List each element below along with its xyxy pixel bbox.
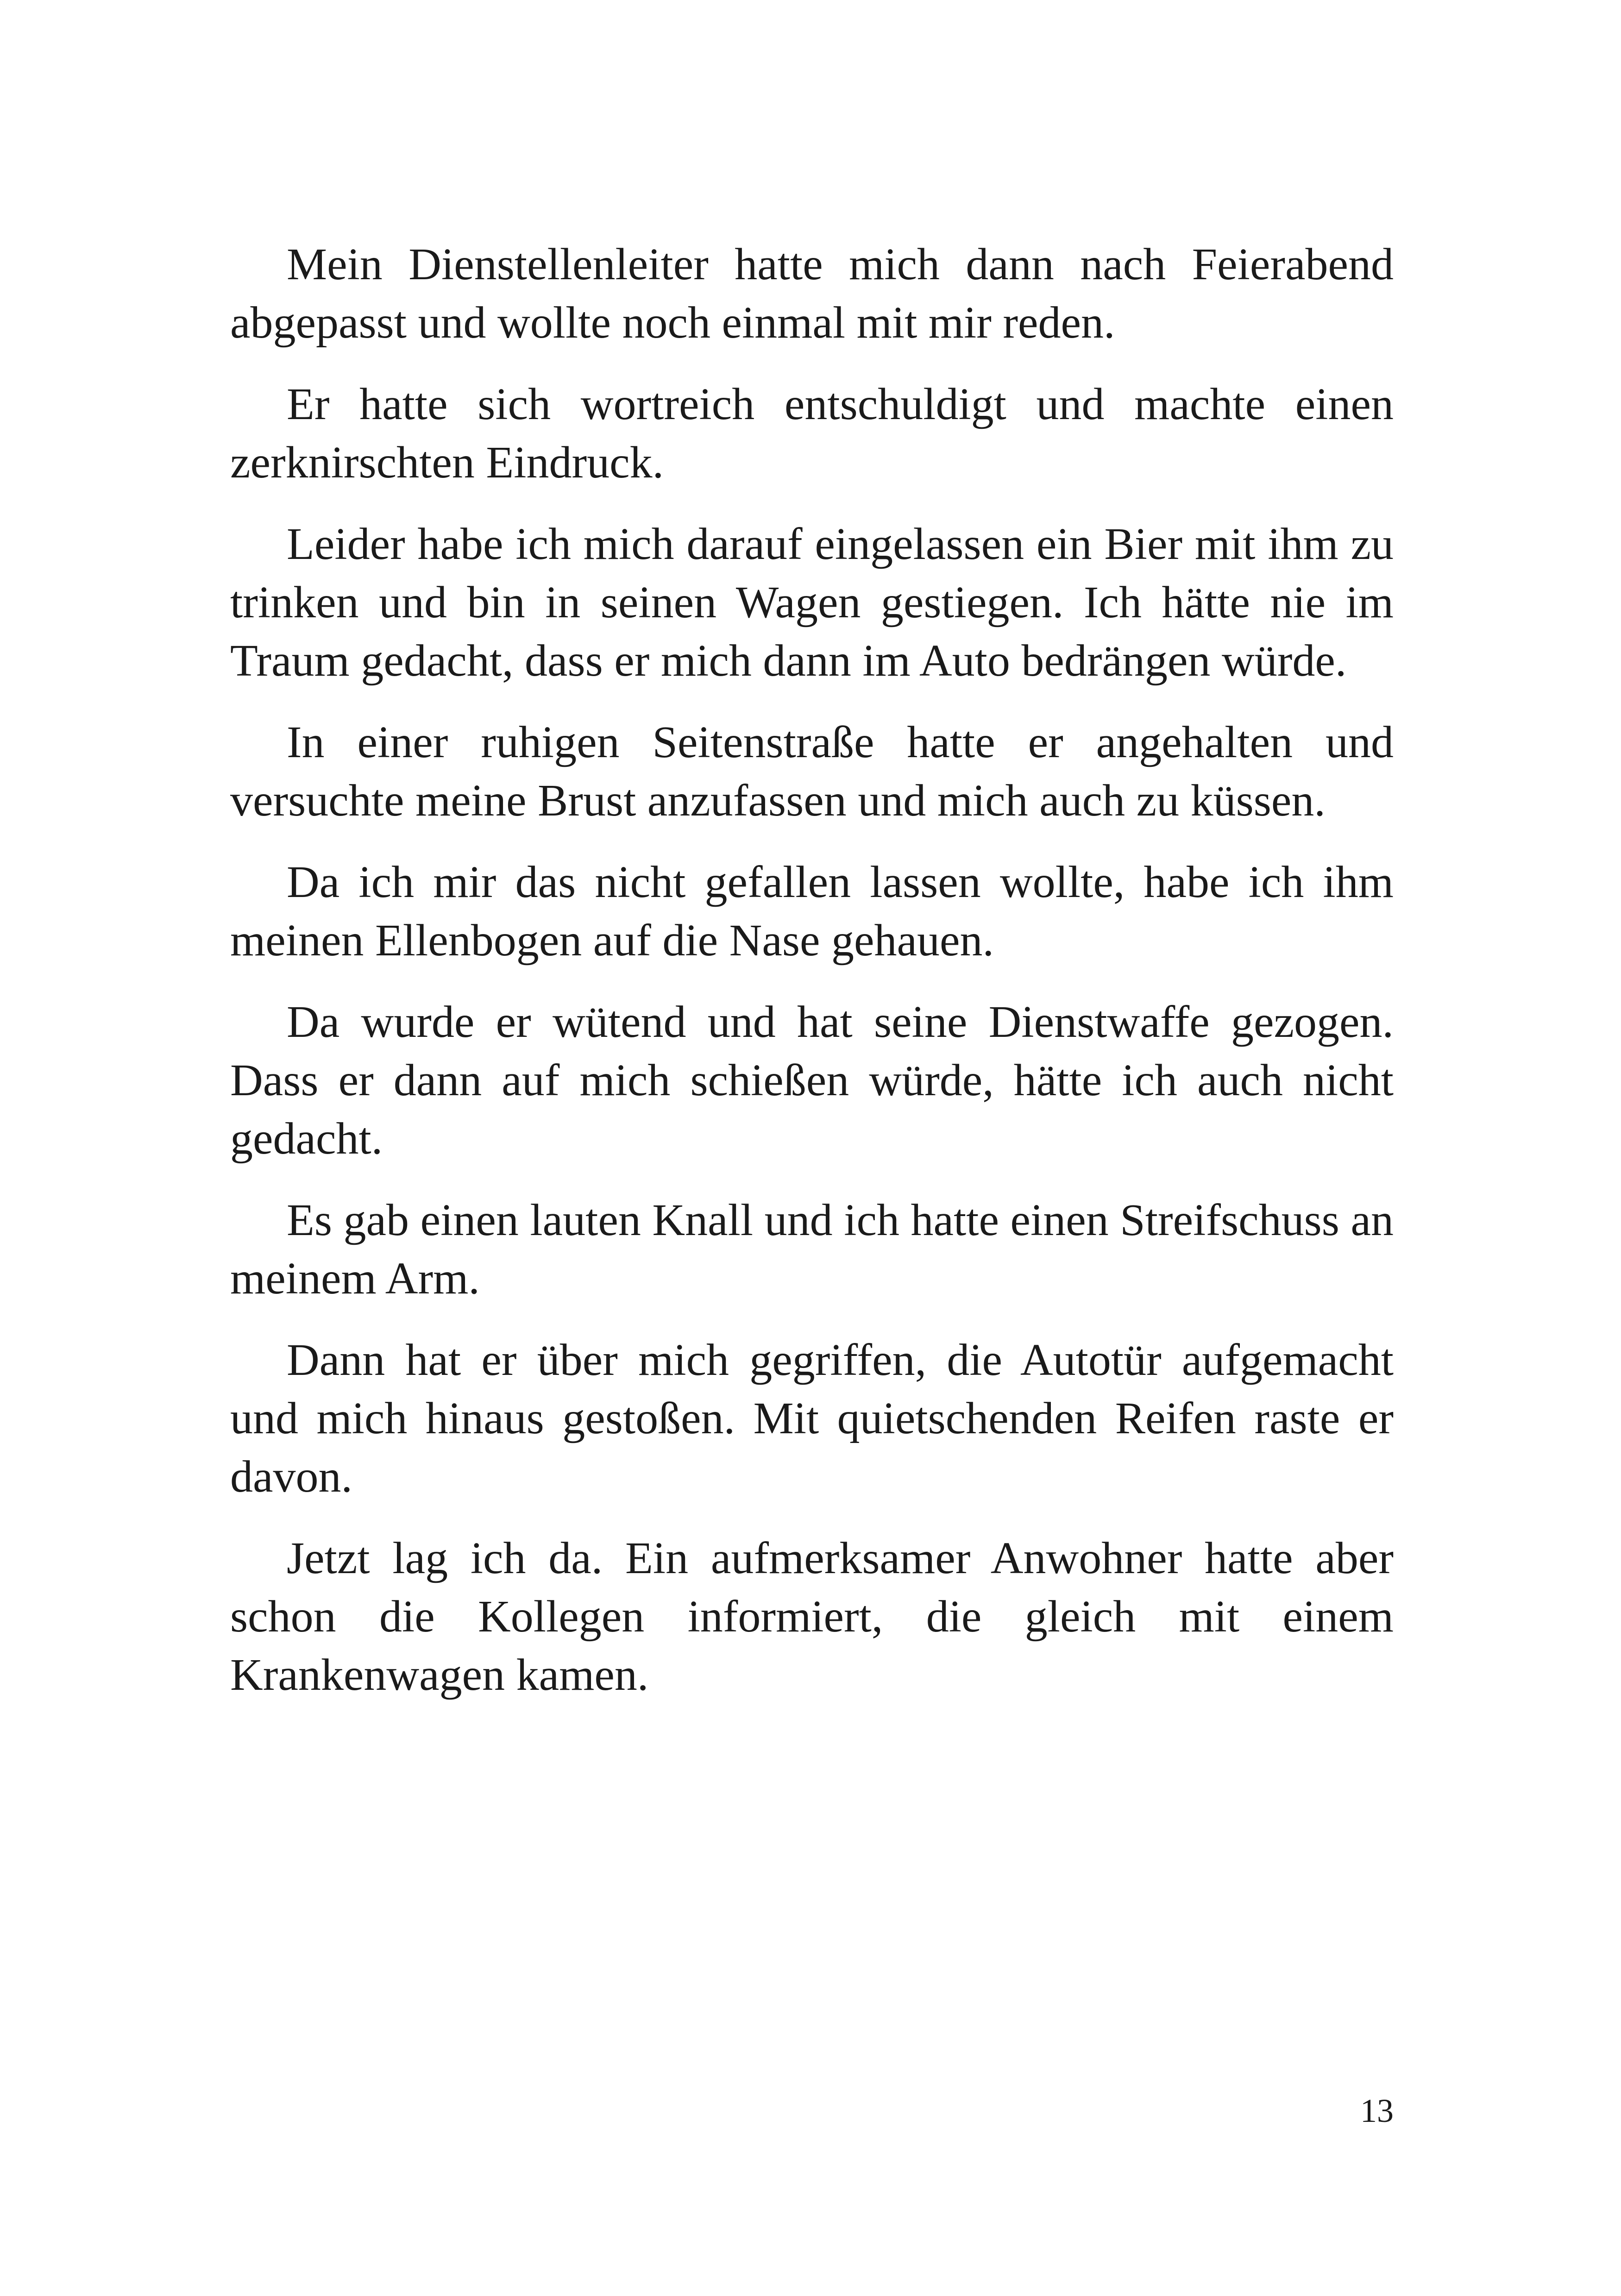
paragraph: Er hatte sich wortreich entschuldigt und machte einen zerknirschten Eindruck. (230, 379, 1394, 488)
body-text (230, 235, 1394, 1727)
paragraph: Leider habe ich mich darauf eingelassen ein Bier mit ihm zu trinken und bin in seinen Wagen gestiegen. Ich hätte nie im Traum gedacht, dass er mich dann im Auto bedrängen würde. (230, 519, 1394, 686)
paragraph: Dann hat er über mich gegriffen, die Autotür aufgemacht und mich hinaus gestoßen. Mit quietschenden Reifen raste er davon. (230, 1335, 1394, 1502)
paragraph: Da wurde er wütend und hat seine Dienstwaffe gezogen. Dass er dann auf mich schießen würde, hätte ich auch nicht gedacht. (230, 997, 1394, 1164)
paragraph: Da ich mir das nicht gefallen lassen wollte, habe ich ihm meinen Ellenbogen auf die Nase gehauen. (230, 857, 1394, 966)
paragraph: In einer ruhigen Seitenstraße hatte er angehalten und versuchte meine Brust anzufassen und mich auch zu küssen. (230, 717, 1394, 826)
paragraph: Mein Dienstellenleiter hatte mich dann nach Feierabend abgepasst und wollte noch einmal mit mir reden. (230, 239, 1394, 348)
paragraph: Es gab einen lauten Knall und ich hatte einen Streifschuss an meinem Arm. (230, 1195, 1394, 1304)
page-number: 13 (1360, 2092, 1394, 2129)
paragraph: Jetzt lag ich da. Ein aufmerksamer Anwohner hatte aber schon die Kollegen informiert, die gleich mit einem Krankenwagen kamen. (230, 1533, 1394, 1700)
